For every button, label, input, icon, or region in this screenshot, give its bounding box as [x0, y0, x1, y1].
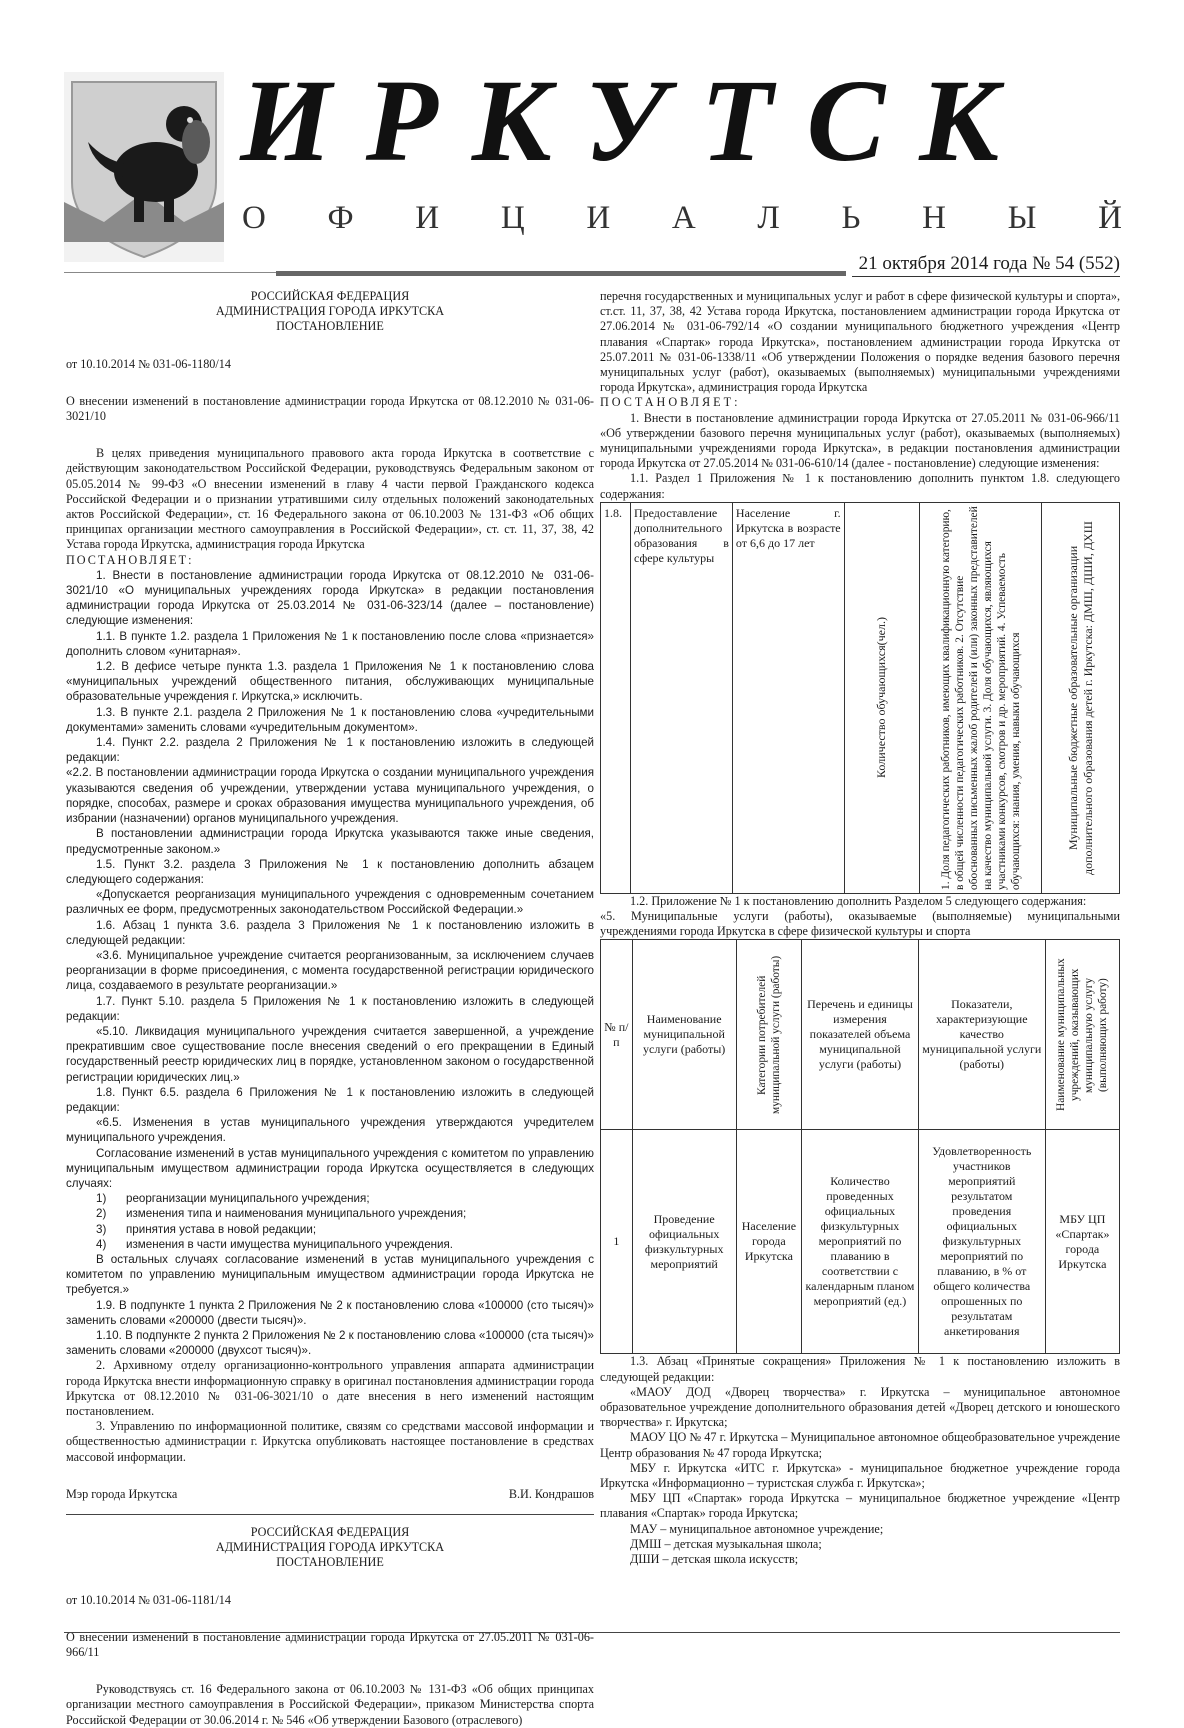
paragraph: 3. Управлению по информационной политике, связям со средствами массовой информации и общественностью администрации г. Иркутска опубликовать настоящее постановление в средствах массовой информации. [66, 1419, 594, 1464]
masthead-rule-bold [276, 271, 846, 276]
doc1-header [66, 289, 594, 335]
abbreviation: «МАОУ ДОД «Дворец творчества» г. Иркутска – муниципальное автономное образовательное учреждение дополнительного образования детей «Дворец детского и юношеского творчества» г. Иркутска; [600, 1384, 1120, 1430]
paragraph: 1.7. Пункт 5.10. раздела 5 Приложения № 1 к постановлению изложить в следующей редакции: [66, 994, 594, 1023]
column-header: Перечень и единицы измерения показателей объема муниципальной услуги (работы) [802, 940, 919, 1130]
newspaper-title: ИРКУТСК [240, 55, 1034, 186]
table-cell: Удовлетворенность участников мероприятий результатом проведения официальных физкультурных мероприятий по плаванию, в % от общего количества опрошенных по результатам анкетирования [918, 1130, 1045, 1354]
paragraph: «5.10. Ликвидация муниципального учреждения считается завершенной, а учреждение прекратившим свое существование после внесения сведений о его прекращении в Единый государственный реестр юридических лиц в порядке, установленном законом о государственной регистрации юридических лиц.» [66, 1024, 594, 1084]
left-column [66, 289, 594, 1728]
subtitle-letter: И [586, 200, 611, 236]
doc2-number: от 10.10.2014 № 031-06-1181/14 [66, 1592, 231, 1607]
abbreviation: ДМШ – детская музыкальная школа; [630, 1536, 822, 1551]
paragraph: «Допускается реорганизация муниципального учреждения с одновременным сочетанием различных ее форм, предусмотренных законодательством Российской Федерации.» [66, 888, 594, 917]
paragraph: «6.5. Изменения в устав муниципального учреждения утверждаются учредителем муниципального учреждения. [66, 1116, 594, 1145]
table-cell: Проведение официальных физкультурных мероприятий [632, 1130, 736, 1354]
subtitle-letter: Ф [327, 200, 354, 236]
table-cell: 1.8. [601, 502, 631, 893]
paragraph: 1. Внести в постановление администрации города Иркутска от 08.12.2010 № 031-06-3021/10 «О муниципальных учреждениях города Иркутска» в редакции постановления администрации города Иркутска от 25.03.2014 № 031-06-323/14 (далее – постановление) следующие изменения: [66, 568, 594, 628]
table-cell: 1. Доля педагогических работников, имеющих квалификационную категорию, в общей численности педагогических работников. 2. Отсутствие обоснованных письменных жалоб родителей и (или) законных представителей на качество муниципальной услуги. 3. Доля обучающихся, являющихся участниками конкурсов, смотров и др. мероприятий. 4. Успеваемость обучающихся: знания, умения, навыки обучающихся [920, 502, 1042, 893]
table-cell: Количество обучающихся(чел.) [844, 502, 920, 893]
subtitle-letter: Ы [1007, 200, 1037, 236]
subtitle-letter: И [415, 200, 440, 236]
abbreviation: МБУ ЦП «Спартак» города Иркутска – муниципальное бюджетное учреждение «Центр плавания «Спартак» города Иркутска; [600, 1491, 1120, 1521]
document-separator [66, 1514, 594, 1515]
paragraph: 1. Внести в постановление администрации города Иркутска от 27.05.2011 № 031-06-966/11 «Об утверждении базового перечня муниципальных услуг (работ), оказываемых (выполняемых) муниципальными учреждениями города Иркутска», в редакции постановления администрации города Иркутска от 27.05.2014 № 031-06-610/14 (далее - постановление) следующие изменения: [600, 410, 1120, 471]
paragraph: 2. Архивному отделу организационно-контрольного управления аппарата администрации города Иркутска внести информационную справку в оригинал постановления администрации города Иркутска от 08.12.2010 № 031-06-3021/10 о дате внесения в него изменений настоящим постановлением. [66, 1358, 594, 1419]
newspaper-subtitle [242, 200, 1122, 237]
paragraph: В постановлении администрации города Иркутска указываются также иные сведения, предусмотренные законом.» [66, 827, 594, 856]
column-header: Наименование муниципальных учреждений, оказывающих муниципальную услугу (выполняющих работу) [1045, 940, 1119, 1130]
doc2-resolves: ПОСТАНОВЛЯЕТ: [600, 395, 741, 410]
table-row [601, 1130, 1120, 1354]
paragraph: 1.3. В пункте 2.1. раздела 2 Приложения № 1 к постановлению слова «учредительными документами» заменить словами «учредительным документом». [66, 705, 594, 734]
list-item: 3) принятия устава в новой редакции; [96, 1222, 317, 1236]
signer-name: В.И. Кондрашов [508, 1486, 594, 1501]
city-coat-of-arms [64, 72, 224, 262]
paragraph: 1.6. Абзац 1 пункта 3.6. раздела 3 Приложения № 1 к постановлению изложить в следующей редакции: [66, 918, 594, 947]
subtitle-letter: Ц [500, 200, 525, 236]
subtitle-letter: Л [757, 200, 780, 236]
paragraph: 1.5. Пункт 3.2. раздела 3 Приложения № 1 к постановлению дополнить абзацем следующего содержания: [66, 857, 594, 886]
column-header: Наименование муниципальной услуги (работы) [632, 940, 736, 1130]
doc1-subject: О внесении изменений в постановление администрации города Иркутска от 08.12.2010 № 031-06-3021/10 [66, 393, 594, 424]
header-line: РОССИЙСКАЯ ФЕДЕРАЦИЯ [250, 289, 410, 303]
paragraph: 1.9. В подпункте 1 пункта 2 Приложения № 2 к постановлению слова «100000 (сто тысяч)» заменить словами «200000 (двести тысяч)». [66, 1298, 594, 1327]
doc2-preamble-cont: перечня государственных и муниципальных услуг и работ в сфере физической культуры и спорта», ст.ст. 11, 37, 38, 42 Устава города Иркутска, постановлением администрации города Иркутска от 27.06.2014 № 031-06-792/14 «О создании муниципального бюджетного учреждения «Центр плавания «Спартак» города Иркутска», постановлением администрации города Иркутска от 25.07.2011 № 031-06-1338/11 «Об утверждении Положения о порядке ведения базового перечня муниципальных услуг (работ), оказываемых (выполняемых) муниципальными учреждениями города Иркутска», администрация города Иркутска [600, 289, 1120, 395]
paragraph: 1.2. Приложение № 1 к постановлению дополнить Разделом 5 следующего содержания: [630, 893, 1087, 908]
subtitle-letter: А [671, 200, 696, 236]
paragraph: В остальных случаях согласование изменений в устав муниципального учреждения с комитетом по управлению муниципальным имуществом администрации города Иркутска не требуется.» [66, 1252, 594, 1297]
paragraph: Согласование изменений в устав муниципального учреждения с комитетом по управлению муниципальным имуществом администрации города Иркутска осуществляется в следующих случаях: [66, 1146, 594, 1190]
doc1-preamble: В целях приведения муниципального правового акта города Иркутска в соответствие с действующим законодательством Российской Федерации, руководствуясь Федеральным законом от 05.05.2014 № 99-ФЗ «О внесении изменений в главу 4 части первой Гражданского кодекса Российской Федерации и о признании утратившими силу отдельных положений законодательных актов Российской Федерации», ст. 16 Федерального закона от 06.10.2003 № 131-ФЗ «Об общих принципах организации местного самоуправления в Российской Федерации», ст. ст. 11, 37, 38, 42 Устава города Иркутска, администрация города Иркутска [66, 446, 594, 552]
services-table-sport [600, 939, 1120, 1354]
page-bottom-rule [64, 1632, 1120, 1633]
table-row [601, 502, 1120, 893]
table-cell: Население г. Иркутска в возрасте от 6,6 до 17 лет [732, 502, 844, 893]
doc2-preamble: Руководствуясь ст. 16 Федерального закона от 06.10.2003 № 131-ФЗ «Об общих принципах организации местного самоуправления в Российской Федерации», приказом Министерства спорта Российской Федерации от 30.06.2014 г. № 546 «Об утверждении Базового (отраслевого) [66, 1682, 594, 1727]
table-cell: 1 [601, 1130, 633, 1354]
column-header: № п/п [601, 940, 633, 1130]
table-header-row [601, 940, 1120, 1130]
paragraph: «5. Муниципальные услуги (работы), оказываемые (выполняемые) муниципальными учреждениями города Иркутска в сфере физической культуры и спорта [600, 909, 1120, 939]
header-line: ПОСТАНОВЛЕНИЕ [276, 319, 384, 334]
doc2-header [66, 1525, 594, 1571]
signature-line [66, 1487, 594, 1502]
signer-title: Мэр города Иркутска [66, 1486, 178, 1501]
abbreviation: ДШИ – детская школа искусств; [630, 1552, 799, 1567]
header-line: АДМИНИСТРАЦИЯ ГОРОДА ИРКУТСКА [215, 304, 445, 319]
right-column [600, 289, 1120, 1567]
table-cell: Население города Иркутска [736, 1130, 802, 1354]
table-cell: Муниципальные бюджетные образовательные организации дополнительного образования детей г. Иркутска: ДМШ, ДШИ, ДХШ [1042, 502, 1120, 893]
paragraph: 1.2. В дефисе четыре пункта 1.3. раздела 1 Приложения № 1 к постановлению слова «муниципальных учреждений общественного питания, обслуживающих муниципальные образовательные учреждения г. Иркутска,» исключить. [66, 660, 594, 704]
column-header: Показатели, характеризующие качество муниципальной услуги (работы) [918, 940, 1045, 1130]
abbreviation: МБУ г. Иркутска «ИТС г. Иркутска» - муниципальное бюджетное учреждение города Иркутска «Информационно – туристская служба г. Иркутска»; [600, 1460, 1120, 1491]
doc1-number: от 10.10.2014 № 031-06-1180/14 [66, 356, 231, 371]
list-item: 1) реорганизации муниципального учреждения; [96, 1192, 370, 1206]
masthead-rule [64, 272, 276, 273]
header-line: ПОСТАНОВЛЕНИЕ [276, 1555, 384, 1570]
column-header: Категории потребителей муниципальной услуги (работы) [736, 940, 802, 1130]
abbreviation: МАОУ ЦО № 47 г. Иркутска – Муниципальное автономное общеобразовательное учреждение Центр образования № 47 города Иркутска; [600, 1430, 1120, 1460]
doc2-subject: О внесении изменений в постановление администрации города Иркутска от 27.05.2011 № 031-06-966/11 [66, 1629, 594, 1660]
paragraph: 1.8. Пункт 6.5. раздела 6 Приложения № 1 к постановлению изложить в следующей редакции: [66, 1085, 594, 1114]
doc1-resolves: ПОСТАНОВЛЯЕТ: [66, 552, 194, 567]
paragraph: «3.6. Муниципальное учреждение считается реорганизованным, за исключением случаев реорганизации в форме присоединения, с момента государственной регистрации юридического лица, создаваемого в результате реорганизации.» [66, 948, 594, 993]
paragraph: «2.2. В постановлении администрации города Иркутска о создании муниципального учреждения указываются сведения об учреждении, утверждении устава муниципального учреждения, о порядке, способах, размере и сроках образования имущества муниципального учреждения, об избрании (назначении) органов муниципального учреждения. [66, 766, 594, 826]
paragraph: 1.1. Раздел 1 Приложения № 1 к постановлению дополнить пунктом 1.8. следующего содержания: [600, 471, 1120, 501]
header-line: РОССИЙСКАЯ ФЕДЕРАЦИЯ [250, 1525, 410, 1540]
table-cell: МБУ ЦП «Спартак» города Иркутска [1045, 1130, 1119, 1354]
issue-date: 21 октября 2014 года № 54 (552) [852, 253, 1120, 277]
header-line: АДМИНИСТРАЦИЯ ГОРОДА ИРКУТСКА [215, 1540, 445, 1555]
paragraph: 1.4. Пункт 2.2. раздела 2 Приложения № 1 к постановлению изложить в следующей редакции: [66, 736, 594, 765]
table-cell: Предоставление дополнительного образования в сфере культуры [630, 502, 732, 893]
list-item: 2) изменения типа и наименования муниципального учреждения; [96, 1207, 467, 1221]
paragraph: 1.1. В пункте 1.2. раздела 1 Приложения № 1 к постановлению после слова «признается» дополнить словом «унитарная». [66, 629, 594, 658]
services-table-culture [600, 502, 1120, 894]
subtitle-letter: Н [922, 200, 946, 236]
table-cell: Количество проведенных официальных физкультурных мероприятий по плаванию в соответствии с календарным планом мероприятий (ед.) [802, 1130, 919, 1354]
abbreviation: МАУ – муниципальное автономное учреждение; [630, 1521, 884, 1536]
subtitle-letter: Ь [841, 200, 861, 236]
subtitle-letter: Й [1098, 200, 1122, 236]
list-item: 4) изменения в части имущества муниципального учреждения. [96, 1237, 454, 1251]
paragraph: 1.3. Абзац «Принятые сокращения» Приложения № 1 к постановлению изложить в следующей редакции: [600, 1354, 1120, 1384]
paragraph: 1.10. В подпункте 2 пункта 2 Приложения № 2 к постановлению слова «100000 (ста тысяч)» заменить словами «200000 (двухсот тысяч)». [66, 1329, 594, 1358]
subtitle-letter: О [242, 200, 266, 236]
